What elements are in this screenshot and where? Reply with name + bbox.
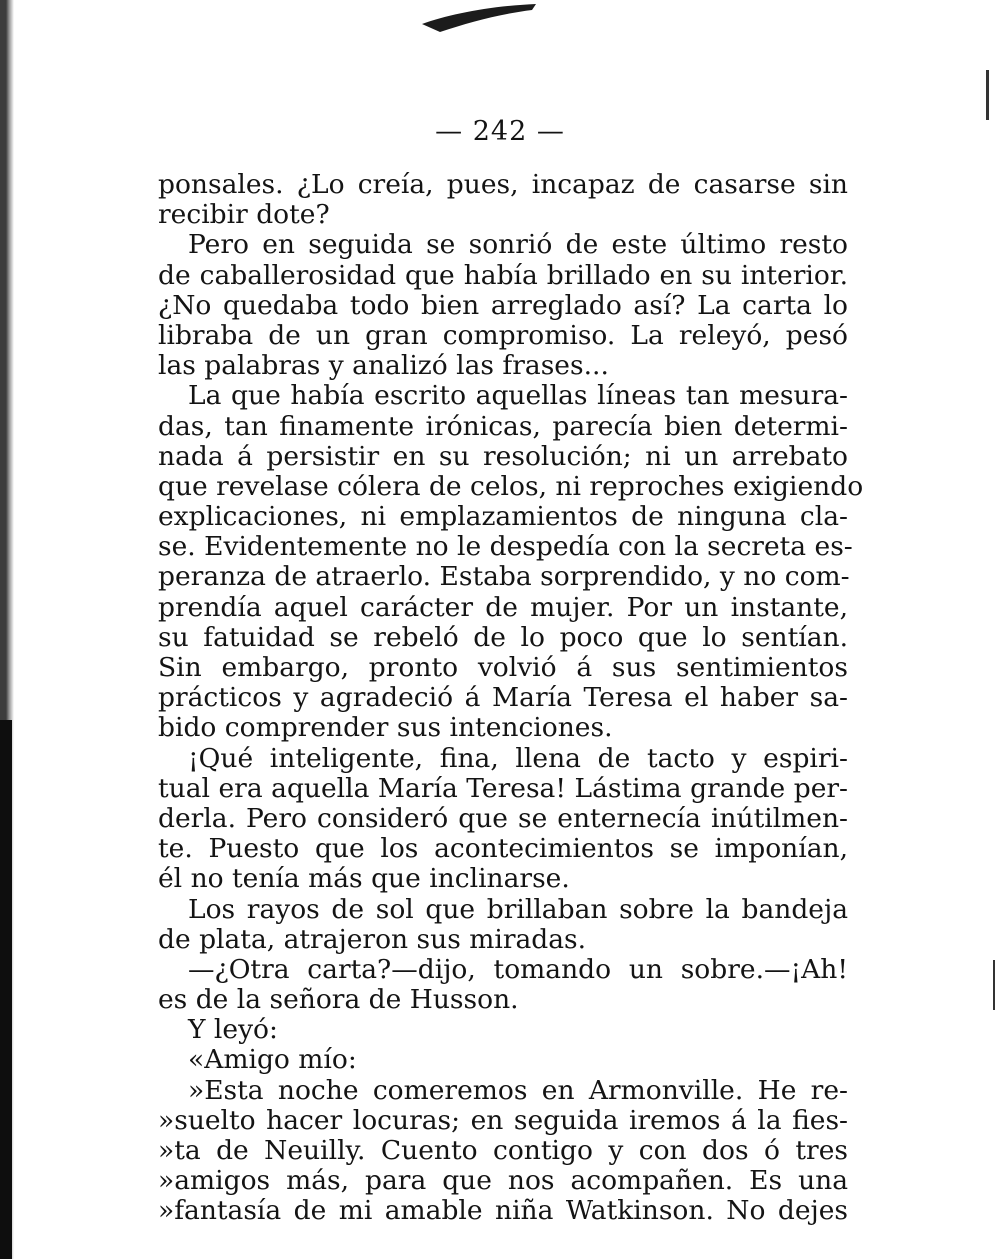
text-line: él no tenía más que inclinarse. xyxy=(158,863,570,895)
text-line: La que había escrito aquellas líneas tan mesura- xyxy=(188,380,848,412)
text-line: ¡Qué inteligente, fina, llena de tacto y espiri- xyxy=(188,742,848,774)
text-line: peranza de atraerlo. Estaba sorprendido, y no com- xyxy=(158,561,850,593)
text-line: que revelase cólera de celos, ni reproches exigiendo xyxy=(158,470,864,502)
text-line: »Esta noche comeremos en Armonville. He re- xyxy=(188,1074,848,1106)
text-line: de caballerosidad que había brillado en su interior. xyxy=(158,259,848,291)
text-line: nada á persistir en su resolución; ni un arrebato xyxy=(158,440,848,472)
text-line: de plata, atrajeron sus miradas. xyxy=(158,923,587,955)
text-line: recibir dote? xyxy=(158,199,330,231)
text-line: libraba de un gran compromiso. La releyó, pesó xyxy=(158,319,848,351)
text-line: das, tan finamente irónicas, parecía bien determi- xyxy=(158,410,848,442)
text-line: Y leyó: xyxy=(188,1014,278,1046)
text-line: »ta de Neuilly. Cuento contigo y con dos ó tres xyxy=(158,1135,848,1166)
text-line: las palabras y analizó las frases... xyxy=(158,350,609,382)
text-line: ponsales. ¿Lo creía, pues, incapaz de casarse sin xyxy=(158,169,848,200)
text-line: »amigos más, para que nos acompañen. Es una xyxy=(158,1165,848,1197)
text-line: bido comprender sus intenciones. xyxy=(158,712,613,744)
text-line: Sin embargo, pronto volvió á sus sentimientos xyxy=(158,652,848,683)
text-line: ¿No quedaba todo bien arreglado así? La carta lo xyxy=(158,289,848,321)
text-line: es de la señora de Husson. xyxy=(158,984,519,1016)
edge-mark xyxy=(986,70,989,120)
text-line: —¿Otra carta?—dijo, tomando un sobre.—¡Ah! xyxy=(188,953,848,985)
text-line: prácticos y agradeció á María Teresa el haber sa- xyxy=(158,682,848,714)
text-line: su fatuidad se rebeló de lo poco que lo sentían. xyxy=(158,621,848,653)
text-line: »suelto hacer locuras; en seguida iremos á la fies- xyxy=(158,1104,848,1136)
text-line: derla. Pero consideró que se enternecía inútilmen- xyxy=(158,802,848,834)
text-line: se. Evidentemente no le despedía con la secreta es- xyxy=(158,531,853,563)
page-number: — 242 — xyxy=(435,116,565,147)
text-line: Pero en seguida se sonrió de este último resto xyxy=(188,229,848,261)
text-line: tual era aquella María Teresa! Lástima grande per- xyxy=(158,772,848,804)
text-line: explicaciones, ni emplazamientos de ninguna cla- xyxy=(158,501,848,533)
text-line: Los rayos de sol que brillaban sobre la bandeja xyxy=(188,893,848,925)
text-line: te. Puesto que los acontecimientos se imponían, xyxy=(158,833,848,865)
text-line: «Amigo mío: xyxy=(188,1044,357,1076)
scan-edge-dark xyxy=(0,720,12,1259)
edge-mark xyxy=(993,960,995,1010)
body-text xyxy=(158,169,864,1227)
text-line: »fantasía de mi amable niña Watkinson. No dejes xyxy=(158,1195,848,1227)
text-line: prendía aquel carácter de mujer. Por un instante, xyxy=(158,591,848,623)
ink-smudge xyxy=(420,2,538,32)
